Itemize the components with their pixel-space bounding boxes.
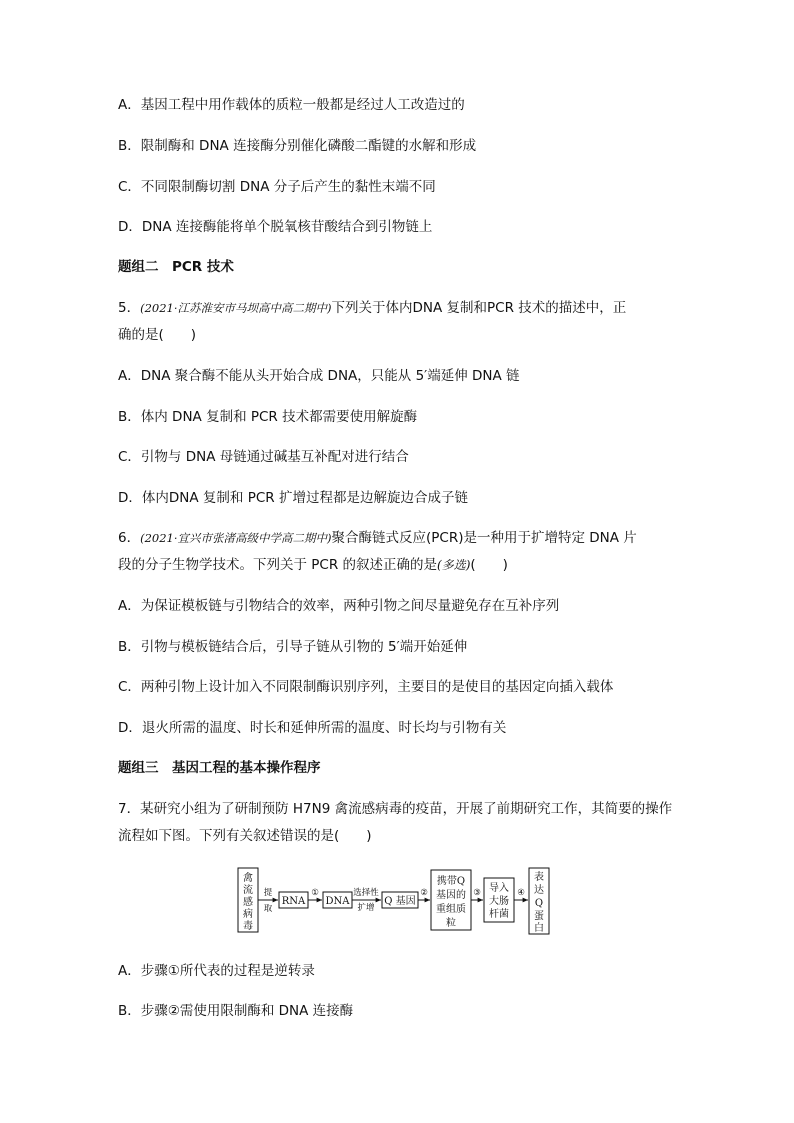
q5-stem-line2: 确的是( ) xyxy=(118,327,197,343)
box-plasmid-line: 粒 xyxy=(446,918,456,929)
q6-option-b: B．引物与模板链结合后，引导子链从引物的 5′端开始延伸 xyxy=(118,639,468,655)
arrow-step1-label: ① xyxy=(311,888,319,898)
box-plasmid-line: 基因的 xyxy=(436,890,466,901)
box-e-coli-line: 大肠 xyxy=(489,896,509,907)
q4-option-d: D．DNA 连接酶能将单个脱氧核苷酸结合到引物链上 xyxy=(118,219,433,235)
box-q-gene-label: Q 基因 xyxy=(384,896,416,907)
box-virus-char: 禽 xyxy=(243,873,253,884)
box-e-coli-line: 杆菌 xyxy=(489,909,509,920)
arrow-amplify-label-bottom: 扩增 xyxy=(357,903,375,913)
box-plasmid-line: 重组质 xyxy=(436,904,466,915)
group2-title: 题组二 PCR 技术 xyxy=(118,259,234,275)
box-virus xyxy=(238,868,258,932)
q4-option-c: C．不同限制酶切割 DNA 分子后产生的黏性末端不同 xyxy=(118,179,436,195)
box-rna-label: RNA xyxy=(281,896,306,907)
q4-option-a: A．基因工程中用作载体的质粒一般都是经过人工改造过的 xyxy=(118,97,465,113)
box-protein-char: Q xyxy=(534,898,544,909)
q5-option-d: D．体内DNA 复制和 PCR 扩增过程都是边解旋边合成子链 xyxy=(118,490,468,506)
workflow-diagram xyxy=(236,864,552,938)
q6-stem-line1 xyxy=(118,529,678,547)
q5-number: 5． xyxy=(118,300,141,316)
box-virus-char: 感 xyxy=(243,897,253,908)
arrow-extract-label-1: 提 xyxy=(263,888,273,898)
q7-option-a: A．步骤①所代表的过程是逆转录 xyxy=(118,963,315,979)
box-e-coli-line: 导入 xyxy=(489,883,509,894)
q5-option-b: B．体内 DNA 复制和 PCR 技术都需要使用解旋酶 xyxy=(118,409,418,425)
q6-number: 6． xyxy=(118,530,141,546)
box-protein-char: 蛋 xyxy=(534,911,544,922)
q6-answer-blank: ( ) xyxy=(470,557,508,573)
box-protein-char: 白 xyxy=(534,923,544,934)
q6-option-d: D．退火所需的温度、时长和延伸所需的温度、时长均与引物有关 xyxy=(118,720,507,736)
q7-stem-line2: 流程如下图。下列有关叙述错误的是( ) xyxy=(118,828,372,844)
q7-option-b: B．步骤②需使用限制酶和 DNA 连接酶 xyxy=(118,1003,354,1019)
q6-source: (2021·宜兴市张渚高级中学高二期中) xyxy=(140,531,332,545)
arrow-amplify-label-top: 选择性 xyxy=(353,888,379,898)
q5-stem-line1 xyxy=(118,299,678,317)
group3-title: 题组三 基因工程的基本操作程序 xyxy=(118,760,321,776)
q6-option-a: A．为保证模板链与引物结合的效率，两种引物之间尽量避免存在互补序列 xyxy=(118,598,560,614)
q5-source: (2021·江苏淮安市马坝高中高二期中) xyxy=(140,301,332,315)
q6-stem-text2: 段的分子生物学技术。下列关于 PCR 的叙述正确的是 xyxy=(118,557,438,573)
box-protein-char: 达 xyxy=(534,885,544,896)
q6-stem-line2 xyxy=(118,556,678,574)
box-virus-char: 病 xyxy=(243,909,253,920)
q4-option-b: B．限制酶和 DNA 连接酶分别催化磷酸二酯键的水解和形成 xyxy=(118,138,477,154)
arrow-step2-label: ② xyxy=(420,888,428,898)
q6-option-c: C．两种引物上设计加入不同限制酶识别序列，主要目的是使目的基因定向插入载体 xyxy=(118,679,614,695)
box-express-q-protein xyxy=(529,868,549,934)
multi-select-tag: (多选) xyxy=(437,558,471,572)
arrow-step4-label: ④ xyxy=(517,888,525,898)
box-protein-char: 表 xyxy=(534,872,544,883)
box-dna-label: DNA xyxy=(325,896,350,907)
arrow-extract-label-2: 取 xyxy=(263,904,273,914)
box-plasmid-line: 携带Q xyxy=(436,876,466,887)
box-virus-char: 流 xyxy=(243,885,253,896)
q5-option-a: A．DNA 聚合酶不能从头开始合成 DNA，只能从 5′端延伸 DNA 链 xyxy=(118,368,520,384)
q5-stem-text: 下列关于体内DNA 复制和PCR 技术的描述中，正 xyxy=(331,300,627,316)
q7-stem-line1: 7．某研究小组为了研制预防 H7N9 禽流感病毒的疫苗，开展了前期研究工作，其简要的操作 xyxy=(118,801,673,817)
q5-option-c: C．引物与 DNA 母链通过碱基互补配对进行结合 xyxy=(118,449,409,465)
q6-stem-text: 聚合酶链式反应(PCR)是一种用于扩增特定 DNA 片 xyxy=(331,530,637,546)
box-virus-char: 毒 xyxy=(243,921,253,932)
arrow-step3-label: ③ xyxy=(473,888,481,898)
